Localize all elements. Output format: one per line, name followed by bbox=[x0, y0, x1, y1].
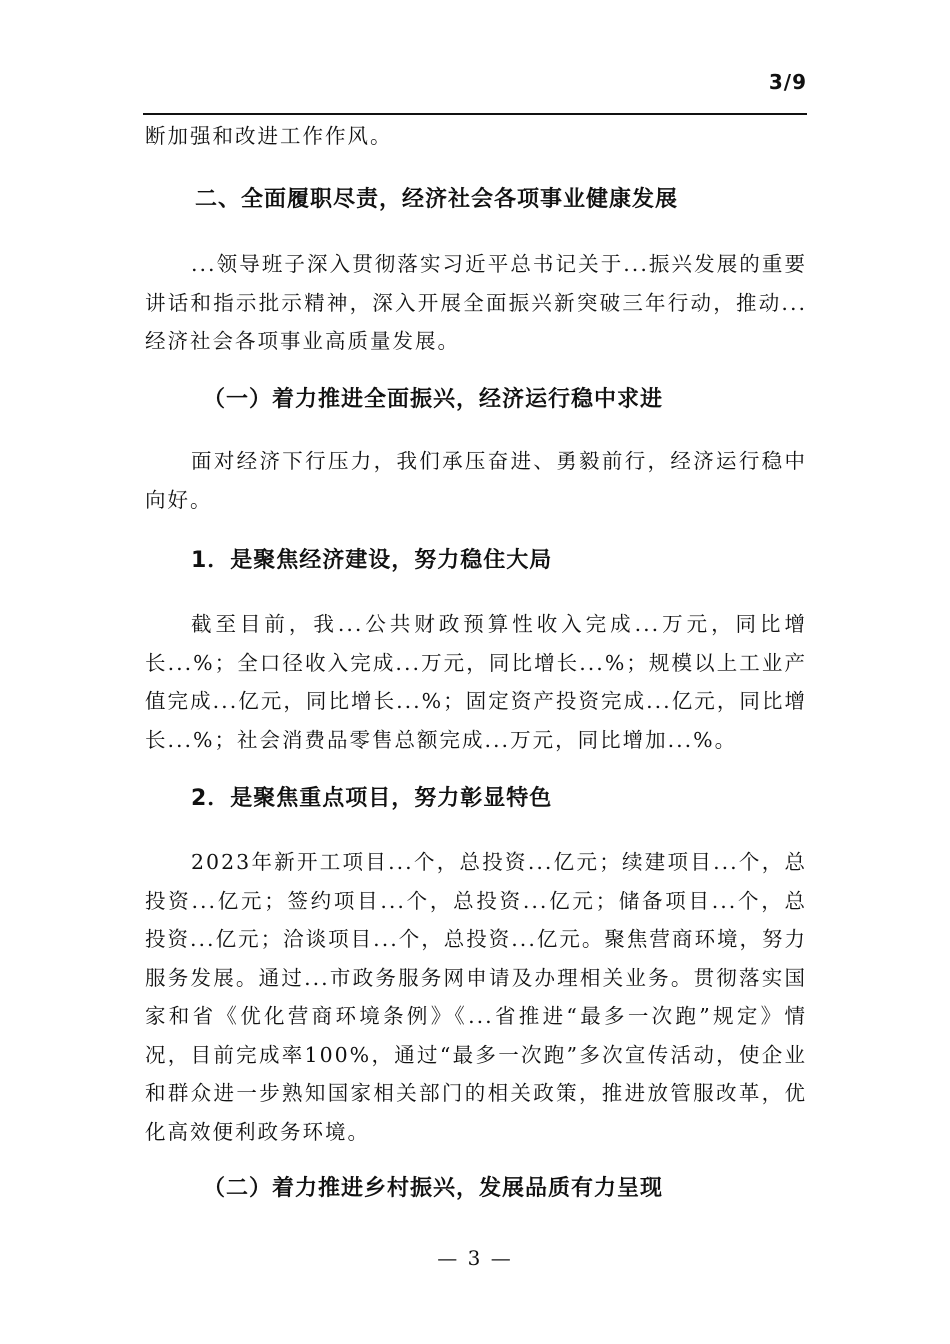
header-divider bbox=[143, 113, 807, 115]
subsection-1-paragraph: 面对经济下行压力，我们承压奋进、勇毅前行，经济运行稳中向好。 bbox=[145, 449, 807, 512]
continuation-paragraph: 断加强和改进工作作风。 bbox=[145, 124, 393, 148]
item-2-paragraph: 2023年新开工项目...个，总投资...亿元；续建项目...个，总投资...亿元；签约项目...个，总投资...亿元；储备项目...个，总投资...亿元；洽谈项目...个，总投资...亿元。聚焦营商环境，努力服务发展。通过...市政务服务网申请及办理相关业务。贯彻落实国家和省《优化营商环境条例》《...省推进“最多一次跑”规定》情况，目前完成率100%，通过“最多一次跑”多次宣传活动，使企业和群众进一步熟知国家相关部门的相关政策，推进放管服改革，优化高效便利政务环境。 bbox=[145, 850, 807, 1144]
section-heading-2: 二、全面履职尽责，经济社会各项事业健康发展 bbox=[195, 187, 679, 212]
section-2-intro-paragraph: ...领导班子深入贯彻落实习近平总书记关于...振兴发展的重要讲话和指示批示精神，深入开展全面振兴新突破三年行动，推动...经济社会各项事业高质量发展。 bbox=[145, 252, 807, 353]
page-counter: 3/9 bbox=[768, 70, 807, 94]
subsection-heading-2: （二）着力推进乡村振兴，发展品质有力呈现 bbox=[203, 1176, 664, 1201]
subsection-heading-1: （一）着力推进全面振兴，经济运行稳中求进 bbox=[203, 387, 664, 412]
page-number: — 3 — bbox=[437, 1246, 513, 1270]
item-heading-1: 1．是聚焦经济建设，努力稳住大局 bbox=[191, 548, 553, 573]
item-1-paragraph: 截至目前，我...公共财政预算性收入完成...万元，同比增长...%；全口径收入完成...万元，同比增长...%；规模以上工业产值完成...亿元，同比增长...%；固定资产投资完成...亿元，同比增长...%；社会消费品零售总额完成...万元，同比增加...%。 bbox=[145, 612, 807, 752]
item-heading-2: 2．是聚焦重点项目，努力彰显特色 bbox=[191, 786, 553, 811]
